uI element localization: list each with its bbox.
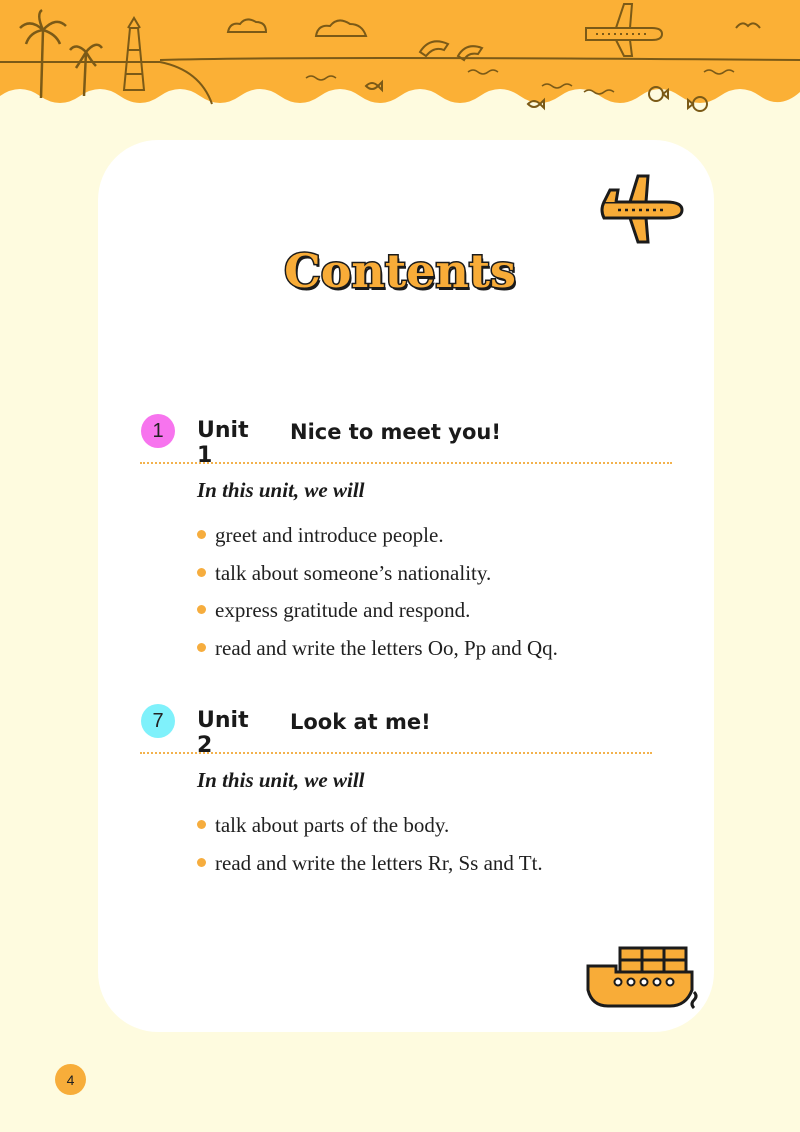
unit-intro: In this unit, we will [197,478,365,502]
dotted-divider [140,752,652,754]
goal-item [197,560,558,598]
unit-number: Unit 2 [197,708,249,758]
goal-text: greet and introduce people. [215,523,444,547]
unit-title: Nice to meet you! [290,420,501,444]
bullet-icon [197,605,206,614]
bullet-icon [197,568,206,577]
goal-item [197,522,558,560]
unit-page-number: 7 [141,704,175,738]
bullet-icon [197,820,206,829]
goal-list [197,522,558,673]
dotted-divider [140,462,672,464]
unit-number: Unit 1 [197,418,249,468]
goal-text: read and write the letters Rr, Ss and Tt. [215,850,543,875]
goal-text: talk about parts of the body. [215,813,450,837]
goal-item [197,597,558,635]
goal-text: express gratitude and respond. [215,598,471,623]
bullet-icon [197,530,206,539]
unit-page-number: 1 [141,414,175,448]
page-title: Contents [284,244,516,298]
goal-list [197,812,543,887]
header-banner [0,0,800,115]
bullet-icon [197,643,206,652]
unit-title: Look at me! [290,710,431,734]
airplane-icon [600,172,686,246]
unit-intro: In this unit, we will [197,768,365,792]
goal-item [197,635,558,673]
goal-text: read and write the letters Oo, Pp and Qq. [215,636,558,661]
ship-icon [586,944,700,1012]
goal-item [197,850,543,888]
goal-item [197,812,543,850]
goal-text: talk about someone’s nationality. [215,560,492,585]
bullet-icon [197,858,206,867]
page-number: 4 [55,1064,86,1095]
